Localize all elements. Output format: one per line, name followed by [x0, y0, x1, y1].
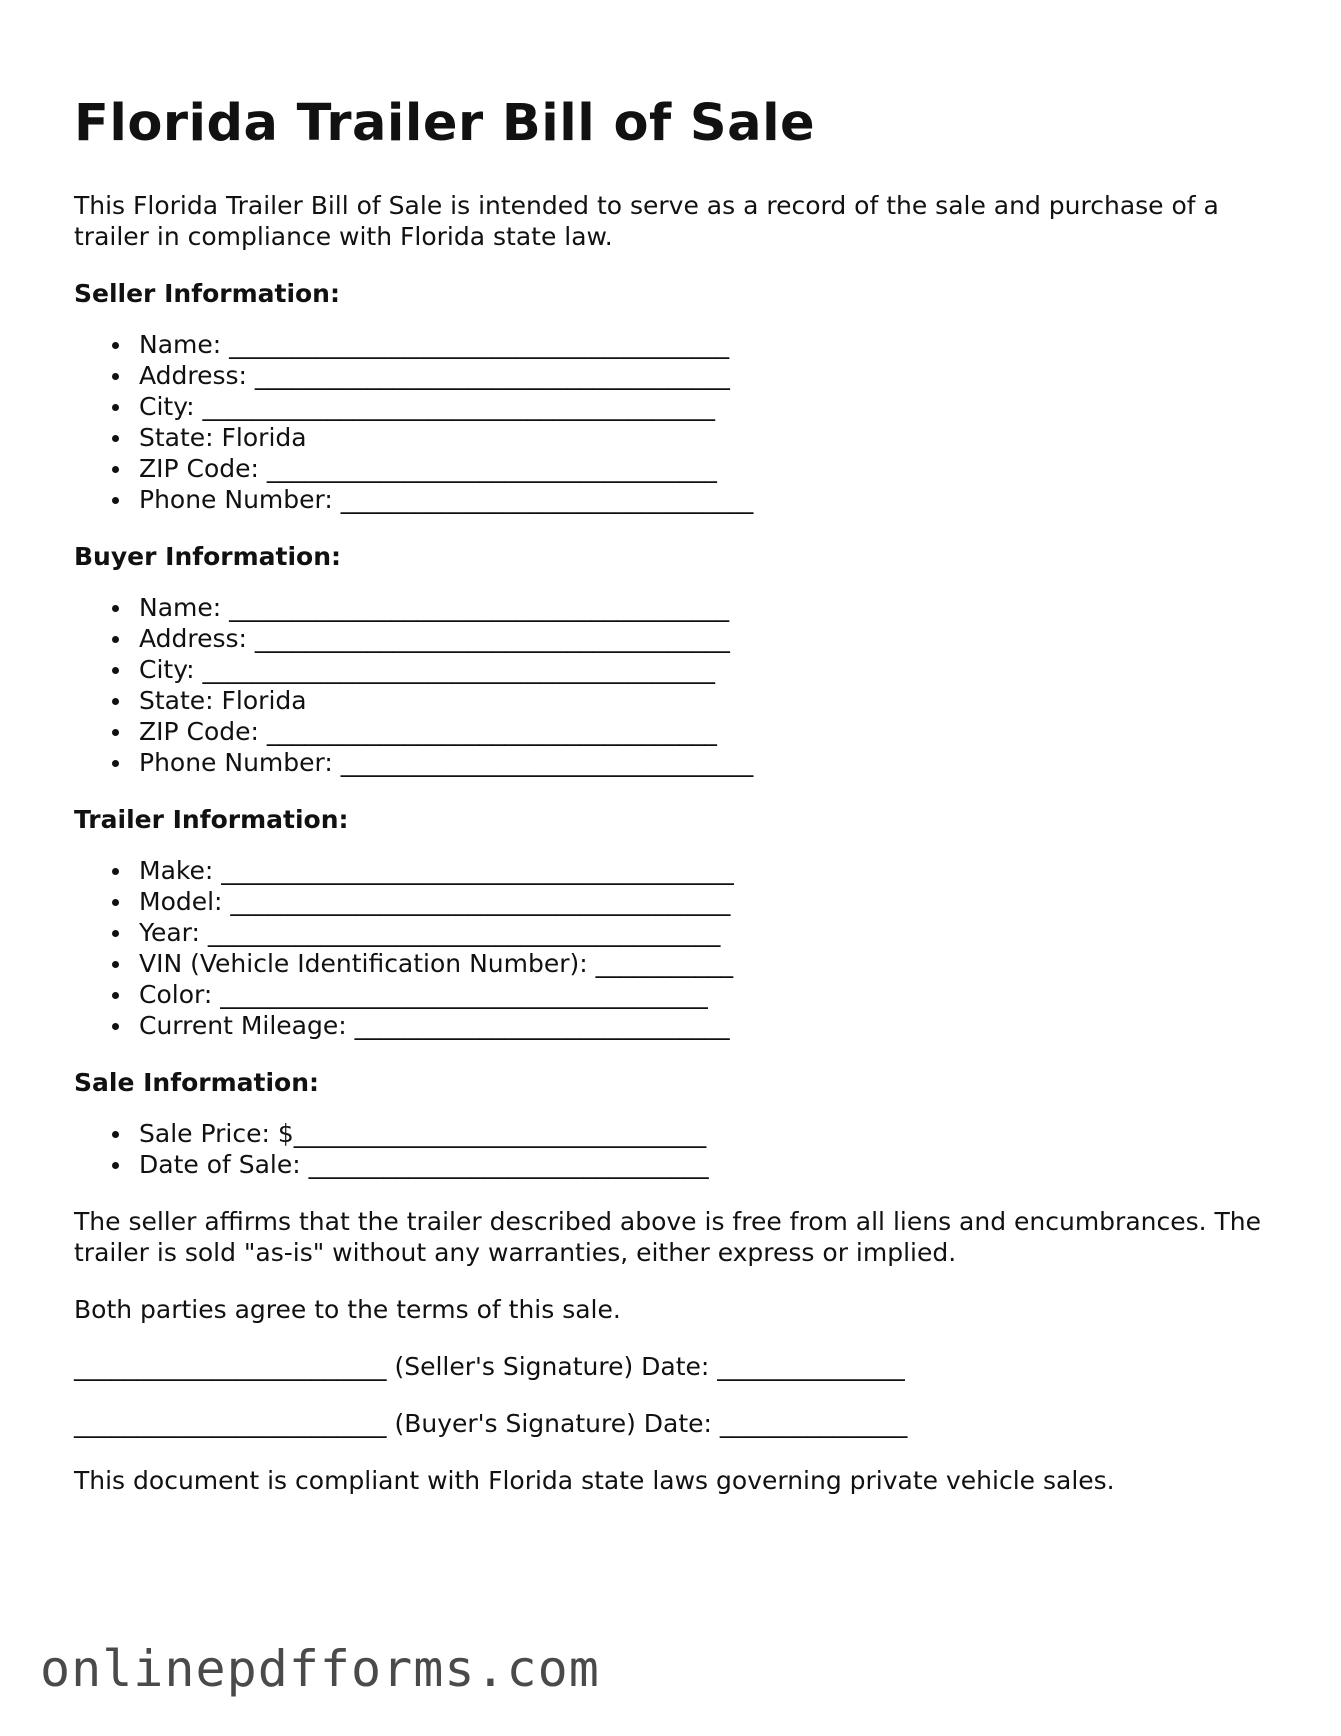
trailer-color-field: Color: _______________________________________ [74, 979, 1274, 1010]
seller-phone-field: Phone Number: _________________________________ [74, 484, 1274, 515]
trailer-list [74, 855, 1274, 1041]
sale-heading: Sale Information: [74, 1068, 319, 1098]
sale-list [74, 1118, 1274, 1180]
intro-paragraph: This Florida Trailer Bill of Sale is intended to serve as a record of the sale and purchase of a trailer in compliance with Florida state law. [74, 191, 1219, 252]
seller-zip-field: ZIP Code: ____________________________________ [74, 453, 1274, 484]
trailer-model-field: Model: ________________________________________ [74, 886, 1274, 917]
seller-city-field: City: _________________________________________ [74, 391, 1274, 422]
trailer-year-field: Year: _________________________________________ [74, 917, 1274, 948]
trailer-heading: Trailer Information: [74, 805, 349, 835]
buyer-signature-line: _________________________ (Buyer's Signature) Date: _______________ [74, 1409, 908, 1439]
seller-heading: Seller Information: [74, 279, 340, 309]
sale-price-field: Sale Price: $_________________________________ [74, 1118, 1274, 1149]
trailer-make-field: Make: _________________________________________ [74, 855, 1274, 886]
seller-signature-line: _________________________ (Seller's Signature) Date: _______________ [74, 1352, 905, 1382]
buyer-city-field: City: _________________________________________ [74, 654, 1274, 685]
buyer-zip-field: ZIP Code: ____________________________________ [74, 716, 1274, 747]
buyer-name-field: Name: ________________________________________ [74, 592, 1274, 623]
seller-address-field: Address: ______________________________________ [74, 360, 1274, 391]
sale-date-field: Date of Sale: ________________________________ [74, 1149, 1274, 1180]
buyer-list [74, 592, 1274, 778]
agreement-paragraph: Both parties agree to the terms of this sale. [74, 1295, 621, 1325]
buyer-heading: Buyer Information: [74, 542, 342, 572]
seller-list [74, 329, 1274, 515]
affirmation-paragraph: The seller affirms that the trailer described above is free from all liens and encumbrances. The trailer is sold "as-is" without any warranties, either express or implied. [74, 1207, 1262, 1268]
document-page [74, 96, 1274, 1522]
seller-state-field: State: Florida [74, 422, 1274, 453]
seller-name-field: Name: ________________________________________ [74, 329, 1274, 360]
compliance-paragraph: This document is compliant with Florida state laws governing private vehicle sales. [74, 1466, 1115, 1496]
trailer-mileage-field: Current Mileage: ______________________________ [74, 1010, 1274, 1041]
buyer-phone-field: Phone Number: _________________________________ [74, 747, 1274, 778]
buyer-state-field: State: Florida [74, 685, 1274, 716]
trailer-vin-field: VIN (Vehicle Identification Number): ___________ [74, 948, 1274, 979]
buyer-address-field: Address: ______________________________________ [74, 623, 1274, 654]
watermark-text: onlinepdfforms.com [40, 1640, 600, 1698]
document-title: Florida Trailer Bill of Sale [74, 94, 816, 153]
